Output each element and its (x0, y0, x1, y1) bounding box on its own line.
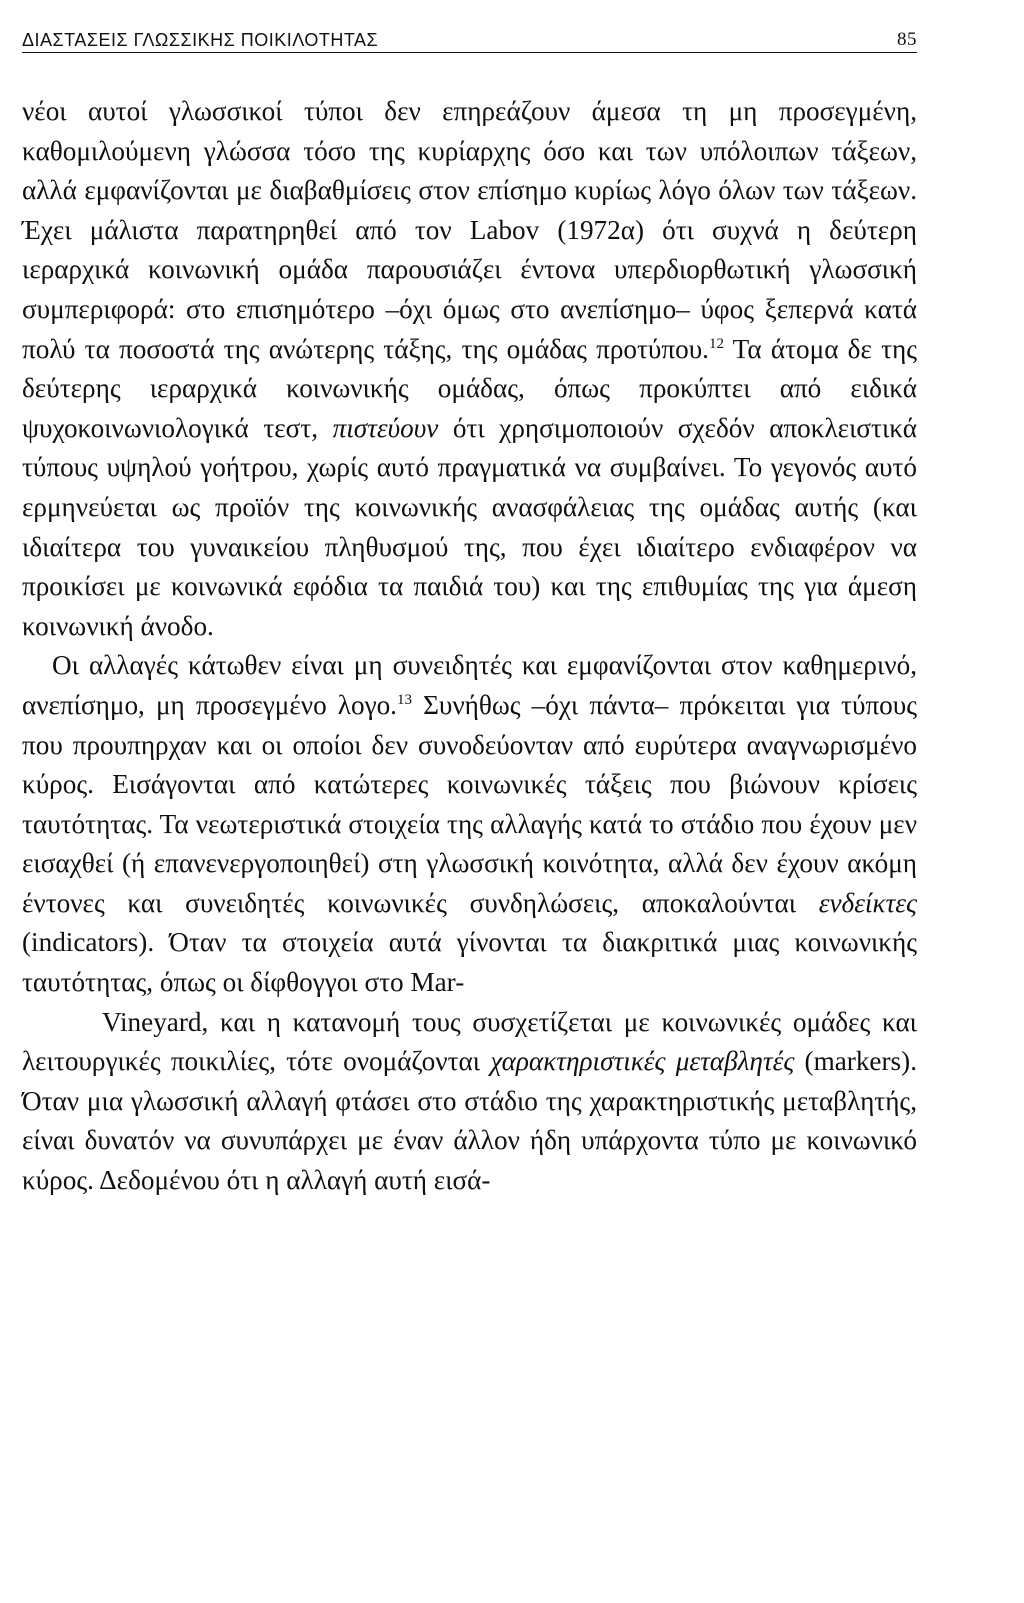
italic-term-indicators: ενδείκτες (818, 887, 917, 918)
footnote-ref-13: 13 (396, 691, 412, 708)
paragraph-1-text-c: ότι χρησιμοποιούν σχεδόν αποκλειστικά τύπους υψηλού γοήτρου, χωρίς αυτό πραγματικά να συμβαίνει. Το γεγονός αυτό ερμηνεύεται ως προϊόν της κοινωνικής ανασφάλειας της ομάδας αυτής (και ιδιαίτερα του γυναικείου πληθυσμού της, που έχει ιδιαίτερο ενδιαφέρον να προικίσει με κοινωνικά εφόδια τα παιδιά του) και της επιθυμίας της για άμεση κοινωνική άνοδο. (22, 412, 917, 641)
paragraph-3-text-a: Vineyard, και η κατανομή τους συσχετίζεται με κοινωνικές ομάδες και λειτουργικές ποικιλίες, τότε ονομάζονται (22, 1006, 917, 1077)
paragraph-3-text-b: (markers). Όταν μια γλωσσική αλλαγή φτάσει στο στάδιο της χαρακτηριστικής μεταβλητής, είναι δυνατόν να συνυπάρχει με έναν άλλον ήδη υπάρχοντα τύπο με κοινωνικό κύρος. Δεδομένου ότι η αλλαγή αυτή εισά- (22, 1046, 917, 1196)
paragraph-2-text-b: Συνήθως –όχι πάντα– πρόκειται για τύπους που προυπηρχαν και οι οποίοι δεν συνοδεύονταν από ευρύτερα αναγνωρισμένο κύρος. Εισάγονται από κατώτερες κοινωνικές τάξεις που βιώνουν κρίσεις ταυτότητας. Τα νεωτεριστικά στοιχεία της αλλαγής κατά το στάδιο που έχουν μεν εισαχθεί (ή επανενεργοποιηθεί) στη γλωσσική κοινότητα, αλλά δεν έχουν ακόμη έντονες και συνειδητές κοινωνικές συνδηλώσεις, αποκαλούνται (22, 689, 917, 918)
footnote-ref-12: 12 (708, 335, 724, 352)
paragraph-1-text-b: Τα άτομα δε της δεύτερης ιεραρχικά κοινωνικής ομάδας, όπως προκύπτει από ειδικά ψυχοκοινωνιολογικά τεστ, (22, 333, 917, 443)
paragraph-1 (22, 92, 917, 646)
italic-term-believe: πιστεύουν (332, 412, 439, 443)
paragraph-2 (22, 646, 917, 1002)
paragraph-2-text-a: Οι αλλαγές κάτωθεν είναι μη συνειδητές και εμφανίζονται στον καθημερινό, ανεπίσημο, μη προσεγμένο λογο. (22, 650, 917, 720)
paragraph-2-text-c: (indicators). Όταν τα στοιχεία αυτά γίνονται τα διακριτικά μιας κοινωνικής ταυτότητας, όπως οι δίφθογγοι στο Mar- (22, 927, 917, 998)
paragraph-3 (22, 1003, 917, 1201)
page-number: 85 (897, 29, 917, 50)
italic-term-markers: χαρακτηριστικές μεταβλητές (490, 1046, 795, 1077)
paragraph-1-text-a: νέοι αυτοί γλωσσικοί τύποι δεν επηρεάζουν άμεσα τη μη προσεγμένη, καθομιλούμενη γλώσσα τόσο της κυρίαρχης όσο και των υπόλοιπων τάξεων, αλλά εμφανίζονται με διαβαθμίσεις στον επίσημο κυρίως λόγο όλων των τάξεων. Έχει μάλιστα παρατηρηθεί από τον Labov (1972α) ότι συχνά η δεύτερη ιεραρχικά κοινωνική ομάδα παρουσιάζει έντονα υπερδιορθωτική γλωσσική συμπεριφορά: στο επισημότερο –όχι όμως στο ανεπίσημο– ύφος ξεπερνά κατά πολύ τα ποσοστά της ανώτερης τάξης, της ομάδας προτύπου. (22, 96, 917, 364)
running-title: ΔΙΑΣΤΑΣΕΙΣ ΓΛΩΣΣΙΚΗΣ ΠΟΙΚΙΛΟΤΗΤΑΣ (22, 30, 379, 50)
running-header (22, 30, 917, 53)
page (22, 30, 917, 1201)
body-text (22, 92, 917, 1201)
